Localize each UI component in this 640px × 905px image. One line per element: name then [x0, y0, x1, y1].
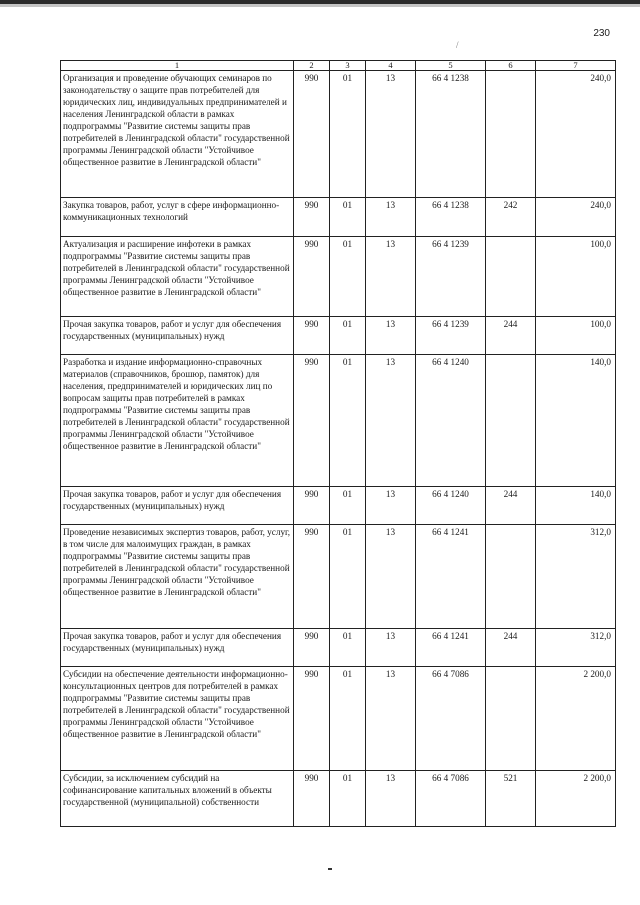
- cell-col4: 13: [366, 629, 416, 667]
- cell-col5: 66 4 1240: [416, 487, 486, 525]
- cell-col2: 990: [294, 487, 330, 525]
- cell-col6: [486, 525, 536, 629]
- cell-col3: 01: [330, 317, 366, 355]
- scan-top-shadow: [0, 4, 640, 7]
- scan-speck: /: [456, 40, 459, 50]
- table-row: [61, 525, 616, 629]
- table-row: [61, 355, 616, 487]
- cell-col7: 240,0: [536, 71, 616, 198]
- table-row: [61, 629, 616, 667]
- cell-col5: 66 4 1241: [416, 629, 486, 667]
- header-cell: 2: [294, 61, 330, 71]
- cell-col7: 100,0: [536, 317, 616, 355]
- cell-col6: 521: [486, 771, 536, 827]
- cell-col4: 13: [366, 317, 416, 355]
- cell-col2: 990: [294, 198, 330, 237]
- cell-col2: 990: [294, 667, 330, 771]
- cell-col3: 01: [330, 771, 366, 827]
- cell-col2: 990: [294, 317, 330, 355]
- cell-col7: 2 200,0: [536, 667, 616, 771]
- table-row: [61, 487, 616, 525]
- page-number: 230: [593, 28, 610, 39]
- cell-col4: 13: [366, 525, 416, 629]
- budget-table: [60, 60, 616, 827]
- cell-col2: 990: [294, 771, 330, 827]
- cell-col7: 2 200,0: [536, 771, 616, 827]
- cell-col3: 01: [330, 237, 366, 317]
- cell-col7: 312,0: [536, 525, 616, 629]
- cell-col5: 66 4 1239: [416, 237, 486, 317]
- cell-col7: 100,0: [536, 237, 616, 317]
- cell-col7: 312,0: [536, 629, 616, 667]
- cell-col4: 13: [366, 237, 416, 317]
- cell-col2: 990: [294, 237, 330, 317]
- cell-col7: 140,0: [536, 487, 616, 525]
- cell-col7: 140,0: [536, 355, 616, 487]
- header-cell: 5: [416, 61, 486, 71]
- cell-col6: [486, 237, 536, 317]
- table-row: [61, 71, 616, 198]
- row-name-cell: Организация и проведение обучающих семинаров по законодательству о защите прав потребителей для юридических лиц, индивидуальных предпринимателей и населения Ленинградской области в рамках подпрограммы "Развитие системы защиты прав потребителей в Ленинградской области" государственной программы Ленинградской области "Устойчивое общественное развитие в Ленинградской области": [61, 71, 294, 198]
- cell-col2: 990: [294, 629, 330, 667]
- cell-col4: 13: [366, 771, 416, 827]
- table-row: [61, 667, 616, 771]
- cell-col4: 13: [366, 487, 416, 525]
- cell-col2: 990: [294, 525, 330, 629]
- table-row: [61, 771, 616, 827]
- cell-col5: 66 4 7086: [416, 667, 486, 771]
- cell-col3: 01: [330, 71, 366, 198]
- cell-col6: [486, 667, 536, 771]
- cell-col5: 66 4 1240: [416, 355, 486, 487]
- row-name-cell: Прочая закупка товаров, работ и услуг для обеспечения государственных (муниципальных) нужд: [61, 487, 294, 525]
- cell-col5: 66 4 1238: [416, 198, 486, 237]
- cell-col7: 240,0: [536, 198, 616, 237]
- cell-col3: 01: [330, 629, 366, 667]
- cell-col6: 244: [486, 487, 536, 525]
- cell-col6: 242: [486, 198, 536, 237]
- row-name-cell: Субсидии, за исключением субсидий на софинансирование капитальных вложений в объекты государственной (муниципальной) собственности: [61, 771, 294, 827]
- cell-col6: 244: [486, 629, 536, 667]
- cell-col4: 13: [366, 355, 416, 487]
- table-header-row: [61, 61, 616, 71]
- header-cell: 3: [330, 61, 366, 71]
- scan-mark: [328, 868, 332, 870]
- cell-col4: 13: [366, 198, 416, 237]
- row-name-cell: Разработка и издание информационно-справочных материалов (справочников, брошюр, памяток) для населения, предпринимателей и юридических лиц по вопросам защиты прав потребителей в рамках подпрограммы "Развитие системы защиты прав потребителей в Ленинградской области" государственной программы Ленинградской области "Устойчивое общественное развитие в Ленинградской области": [61, 355, 294, 487]
- cell-col4: 13: [366, 667, 416, 771]
- cell-col3: 01: [330, 525, 366, 629]
- row-name-cell: Субсидии на обеспечение деятельности информационно-консультационных центров для потребителей в рамках подпрограммы "Развитие системы защиты прав потребителей в Ленинградской области" государственной программы Ленинградской области "Устойчивое общественное развитие в Ленинградской области": [61, 667, 294, 771]
- cell-col3: 01: [330, 198, 366, 237]
- cell-col3: 01: [330, 667, 366, 771]
- table-row: [61, 198, 616, 237]
- cell-col6: 244: [486, 317, 536, 355]
- cell-col5: 66 4 7086: [416, 771, 486, 827]
- header-cell: 1: [61, 61, 294, 71]
- cell-col6: [486, 71, 536, 198]
- cell-col5: 66 4 1239: [416, 317, 486, 355]
- cell-col5: 66 4 1238: [416, 71, 486, 198]
- cell-col6: [486, 355, 536, 487]
- cell-col3: 01: [330, 487, 366, 525]
- row-name-cell: Прочая закупка товаров, работ и услуг для обеспечения государственных (муниципальных) нужд: [61, 317, 294, 355]
- row-name-cell: Закупка товаров, работ, услуг в сфере информационно-коммуникационных технологий: [61, 198, 294, 237]
- table-row: [61, 317, 616, 355]
- row-name-cell: Проведение независимых экспертиз товаров, работ, услуг, в том числе для малоимущих граждан, в рамках подпрограммы "Развитие системы защиты прав потребителей в Ленинградской области" государственной программы Ленинградской области "Устойчивое общественное развитие в Ленинградской области": [61, 525, 294, 629]
- cell-col5: 66 4 1241: [416, 525, 486, 629]
- header-cell: 4: [366, 61, 416, 71]
- cell-col2: 990: [294, 71, 330, 198]
- header-cell: 7: [536, 61, 616, 71]
- table-row: [61, 237, 616, 317]
- row-name-cell: Актуализация и расширение инфотеки в рамках подпрограммы "Развитие системы защиты прав потребителей в Ленинградской области" государственной программы Ленинградской области "Устойчивое общественное развитие в Ленинградской области": [61, 237, 294, 317]
- cell-col3: 01: [330, 355, 366, 487]
- cell-col4: 13: [366, 71, 416, 198]
- cell-col2: 990: [294, 355, 330, 487]
- header-cell: 6: [486, 61, 536, 71]
- row-name-cell: Прочая закупка товаров, работ и услуг для обеспечения государственных (муниципальных) нужд: [61, 629, 294, 667]
